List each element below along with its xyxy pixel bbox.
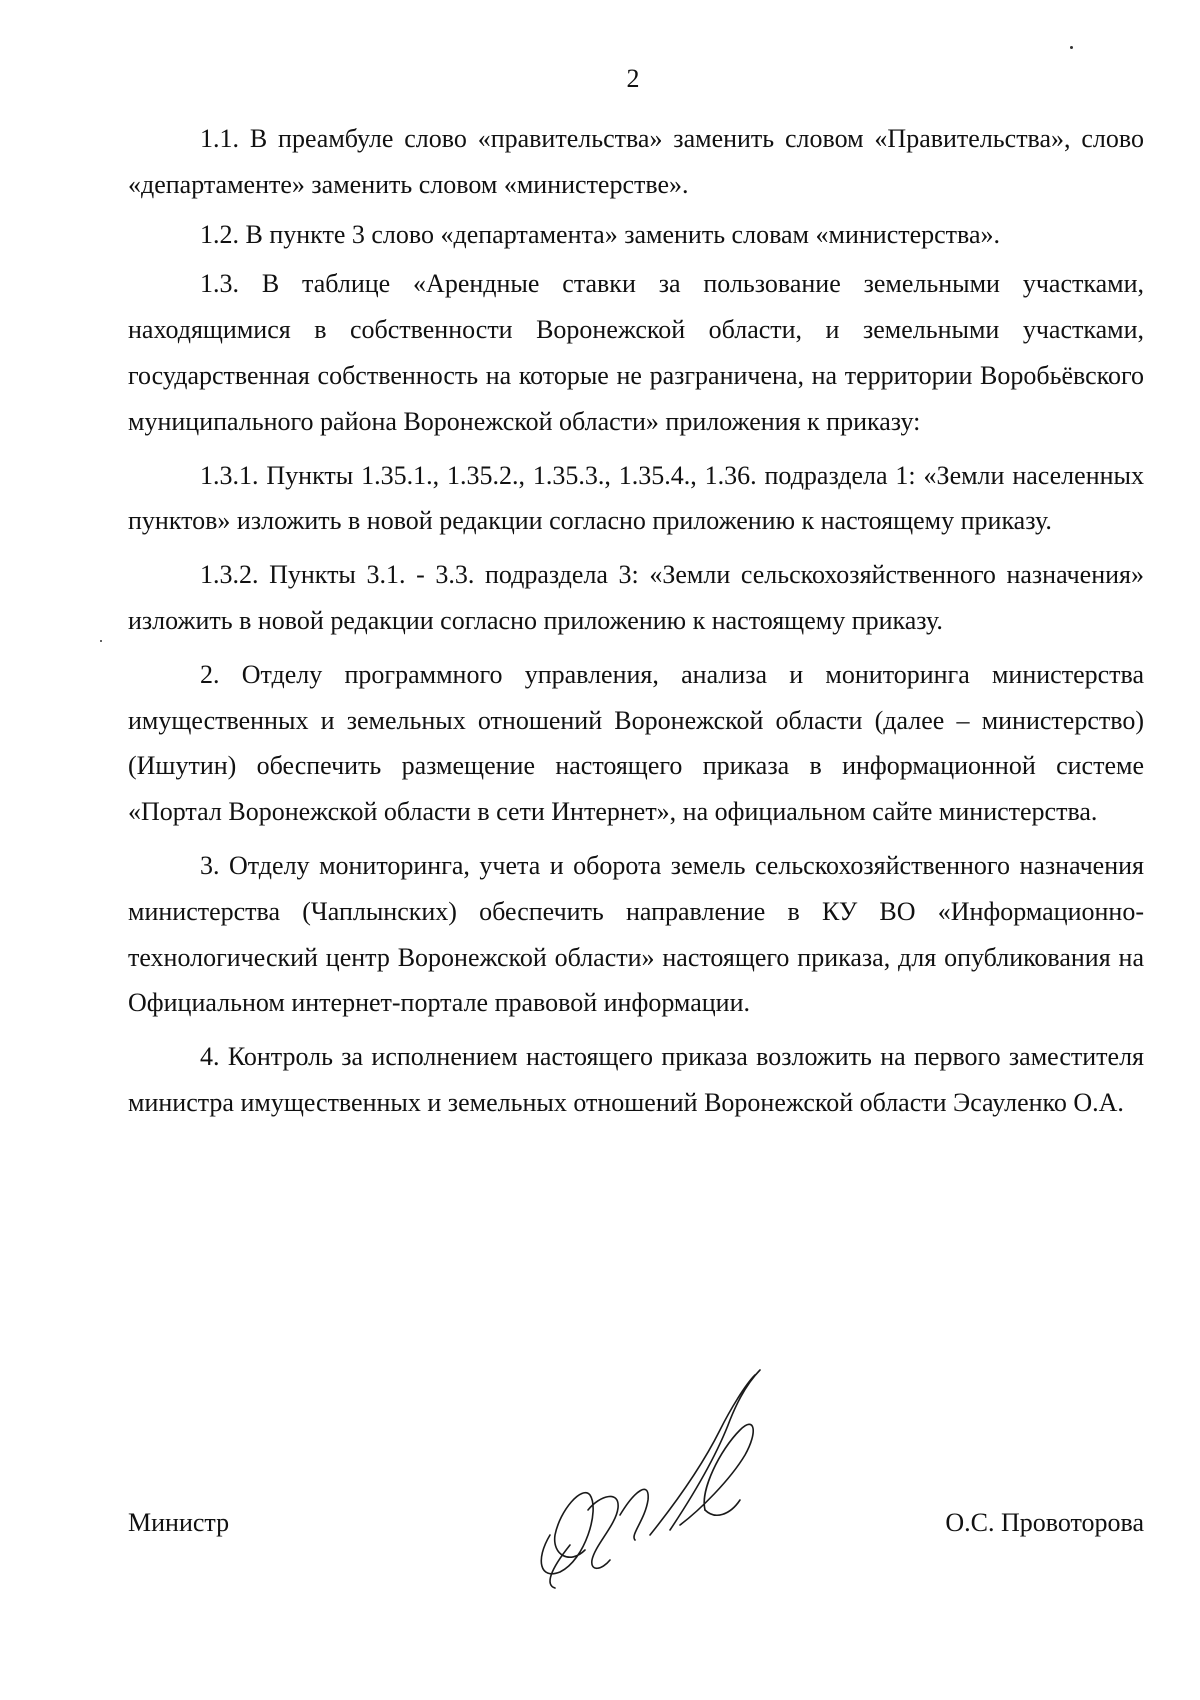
paragraph-1-3-1: 1.3.1. Пункты 1.35.1., 1.35.2., 1.35.3., 1.35.4., 1.36. подраздела 1: «Земли населенных пунктов» изложить в новой редакции согласно приложению к настоящему приказу. xyxy=(128,460,1144,536)
page-number: 2 xyxy=(626,64,640,93)
paragraph-1-1: 1.1. В преамбуле слово «правительства» заменить словом «Правительства», слово «департаменте» заменить словом «министерстве». xyxy=(128,124,1144,199)
scan-speck xyxy=(100,640,102,642)
paragraph-1-3: 1.3. В таблице «Арендные ставки за пользование земельными участками, находящимися в собственности Воронежской области, и земельными участками, государственная собственность на которые не разграничена, на территории Воробьёвского муниципального района Воронежской области» приложения к приказу: xyxy=(128,269,1144,436)
paragraph-4: 4. Контроль за исполнением настоящего приказа возложить на первого заместителя министра имущественных и земельных отношений Воронежской области Эсауленко О.А. xyxy=(128,1042,1144,1117)
paragraph-2: 2. Отделу программного управления, анализа и мониторинга министерства имущественных и земельных отношений Воронежской области (далее – министерство) (Ишутин) обеспечить размещение настоящего приказа в информационной системе «Портал Воронежской области в сети Интернет», на официальном сайте министерства. xyxy=(128,659,1144,827)
paragraph-1-2: 1.2. В пункте 3 слово «департамента» заменить словам «министерства». xyxy=(200,219,1001,249)
signature-name: О.С. Провоторова xyxy=(945,1508,1144,1537)
paragraph-1-3-2: 1.3.2. Пункты 3.1. - 3.3. подраздела 3: «Земли сельскохозяйственного назначения» изложить в новой редакции согласно приложению к настоящему приказу. xyxy=(128,560,1144,635)
document-body xyxy=(128,116,1144,1126)
scan-speck xyxy=(1070,46,1073,49)
paragraph-3: 3. Отделу мониторинга, учета и оборота земель сельскохозяйственного назначения министерства (Чаплынских) обеспечить направление в КУ ВО «Информационно-технологический центр Воронежской области» настоящего приказа, для опубликования на Официальном интернет-портале правовой информации. xyxy=(128,850,1144,1018)
signature-block xyxy=(128,1506,1144,1546)
handwritten-signature xyxy=(530,1360,810,1590)
signature-title: Министр xyxy=(128,1508,230,1537)
